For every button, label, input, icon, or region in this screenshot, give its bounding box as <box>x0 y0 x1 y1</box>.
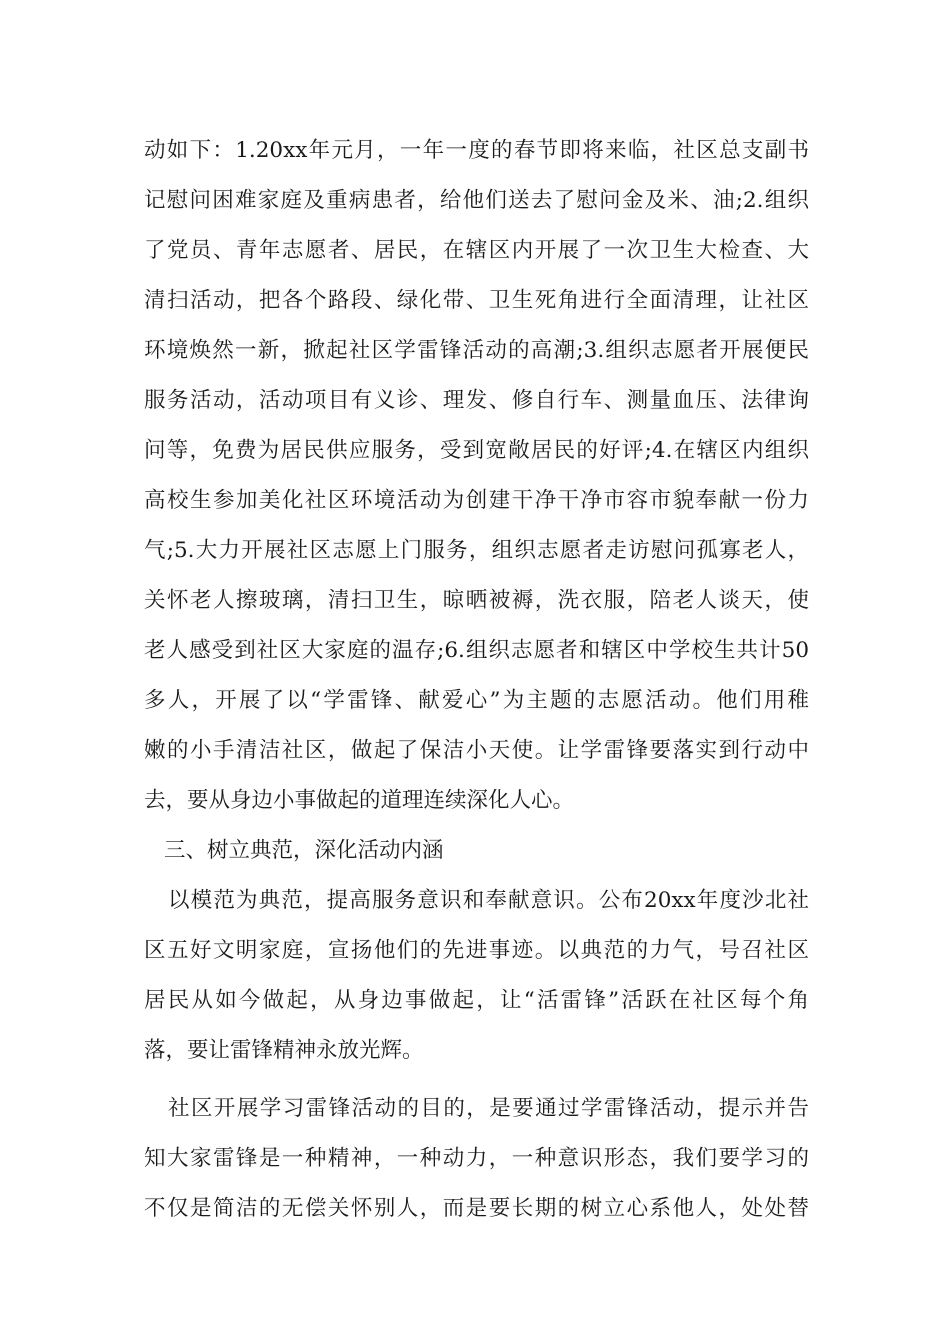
text-line: 去，要从身边小事做起的道理连续深化人心。 <box>144 788 575 813</box>
text-line: 多人，开展了以“学雷锋、献爱心”为主题的志愿活动。他们用稚 <box>144 688 809 713</box>
text-line: 关怀老人擦玻璃，清扫卫生，晾晒被褥，洗衣服，陪老人谈天，使 <box>144 588 809 613</box>
section-heading: 三、树立典范，深化活动内涵 <box>164 838 444 863</box>
text-line: 高校生参加美化社区环境活动为创建干净干净市容市貌奉献一份力 <box>144 488 809 513</box>
text-line: 落，要让雷锋精神永放光辉。 <box>144 1038 424 1063</box>
text-line: 动如下：1.20xx年元月，一年一度的春节即将来临，社区总支副书 <box>144 138 809 163</box>
text-line: 问等，免费为居民供应服务，受到宽敞居民的好评;4.在辖区内组织 <box>144 438 809 463</box>
text-line: 环境焕然一新，掀起社区学雷锋活动的高潮;3.组织志愿者开展便民 <box>144 338 809 363</box>
text-line: 以模范为典范，提高服务意识和奉献意识。公布20xx年度沙北社 <box>168 888 809 913</box>
document-body <box>144 128 809 1236</box>
text-line: 知大家雷锋是一种精神，一种动力，一种意识形态，我们要学习的 <box>144 1146 809 1171</box>
text-line: 了党员、青年志愿者、居民，在辖区内开展了一次卫生大检查、大 <box>144 238 809 263</box>
paragraph-models <box>144 878 809 1078</box>
text-line: 区五好文明家庭，宣扬他们的先进事迹。以典范的力气，号召社区 <box>144 938 809 963</box>
text-line: 社区开展学习雷锋活动的目的，是要通过学雷锋活动，提示并告 <box>168 1096 809 1121</box>
text-line: 气;5.大力开展社区志愿上门服务，组织志愿者走访慰问孤寡老人， <box>144 538 809 563</box>
paragraph-purpose <box>144 1086 809 1236</box>
text-line: 老人感受到社区大家庭的温存;6.组织志愿者和辖区中学校生共计50 <box>144 638 809 663</box>
text-line: 嫩的小手清洁社区，做起了保洁小天使。让学雷锋要落实到行动中 <box>144 738 809 763</box>
paragraph-activities <box>144 128 809 828</box>
text-line: 不仅是简洁的无偿关怀别人，而是要长期的树立心系他人，处处替 <box>144 1196 809 1221</box>
text-line: 清扫活动，把各个路段、绿化带、卫生死角进行全面清理，让社区 <box>144 288 809 313</box>
text-line: 记慰问困难家庭及重病患者，给他们送去了慰问金及米、油;2.组织 <box>144 188 809 213</box>
text-line: 居民从如今做起，从身边事做起，让“活雷锋”活跃在社区每个角 <box>144 988 809 1013</box>
text-line: 服务活动，活动项目有义诊、理发、修自行车、测量血压、法律询 <box>144 388 809 413</box>
paragraph-spacer <box>144 1078 809 1086</box>
